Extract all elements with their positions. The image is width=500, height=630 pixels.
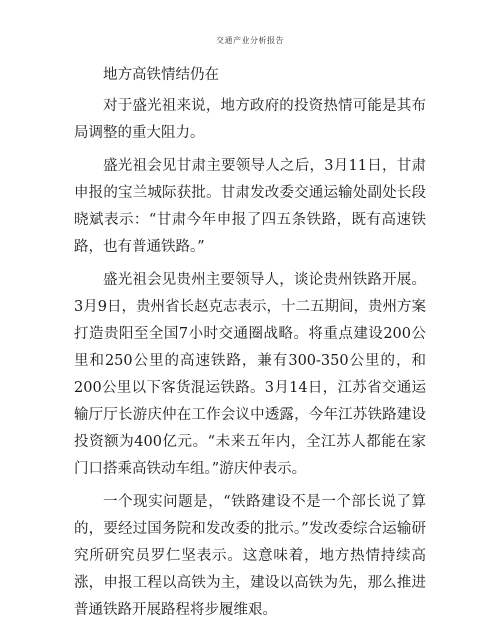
paragraph: 一个现实问题是，“铁路建设不是一个部长说了算的，要经过国务院和发改委的批示。”发改委综合运输研究所研究员罗仁坚表示。这意味着，地方热情持续高涨，申报工程以高铁为主，建设以高铁为先，那么推进普通铁路开展路程将步履维艰。	[74, 494, 426, 618]
article-body	[74, 62, 426, 630]
paragraph: 盛光祖会见甘肃主要领导人之后，3月11日，甘肃申报的宝兰城际获批。甘肃发改委交通运输处副处长段晓斌表示：“甘肃今年申报了四五条铁路，既有高速铁路，也有普通铁路。”	[74, 158, 426, 255]
paragraph: 盛光祖会见贵州主要领导人，谈论贵州铁路开展。3月9日，贵州省长赵克志表示，十二五期间，贵州方案打造贵阳至全国7小时交通圈战略。将重点建设200公里和250公里的高速铁路，兼有300-350公里的，和200公里以下客货混运铁路。3月14日，江苏省交通运输厅厅长游庆仲在工作会议中透露，今年江苏铁路建设投资额为400亿元。“未来五年内，全江苏人都能在家门口搭乘高铁动车组。”游庆仲表示。	[74, 272, 426, 477]
paragraph: 对于盛光祖来说，地方政府的投资热情可能是其布局调整的重大阻力。	[74, 98, 426, 141]
section-title: 地方高铁情结仍在	[103, 67, 219, 83]
running-header: 交通产业分析报告	[216, 36, 284, 45]
